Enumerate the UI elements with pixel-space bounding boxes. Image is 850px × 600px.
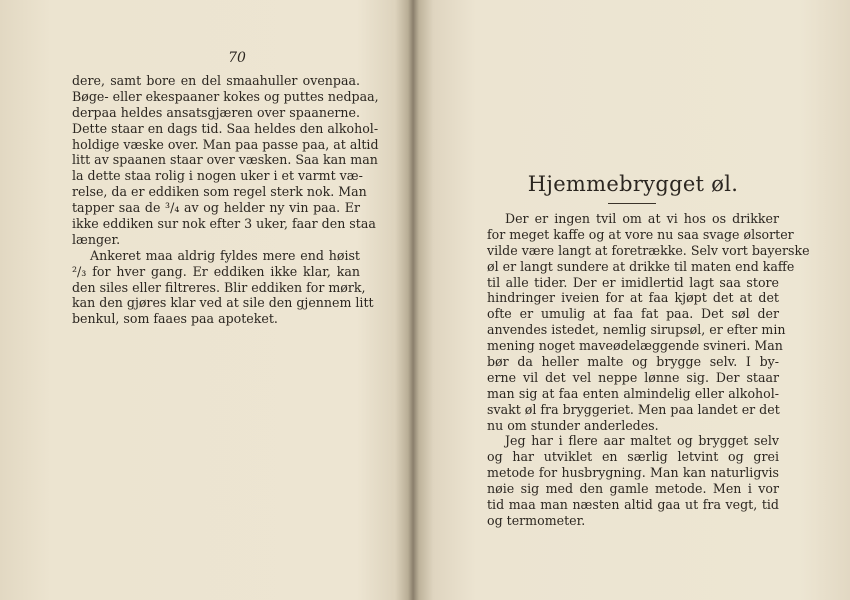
text-line: den siles eller filtreres. Blir eddiken for mørk, — [72, 279, 366, 295]
text-line: Dette staar en dags tid. Saa heldes den alkohol- — [72, 120, 379, 136]
text-line: svakt øl fra bryggeriet. Men paa landet er det — [487, 401, 780, 417]
text-line: vilde være langt at foretrække. Selv vort bayerske — [487, 242, 810, 258]
right-page-text — [487, 211, 810, 529]
text-line: dere, samt bore en del smaahuller ovenpaa. — [72, 73, 360, 88]
text-line: litt av spaanen staar over væsken. Saa kan man — [72, 152, 378, 168]
left-page-text — [72, 73, 379, 327]
text-line: relse, da er eddiken som regel sterk nok. Man — [72, 184, 367, 200]
text-line: benkul, som faaes paa apoteket. — [72, 311, 278, 327]
text-line: Bøge- eller ekespaaner kokes og puttes nedpaa, — [72, 88, 379, 104]
text-line: metode for husbrygning. Man kan naturligvis — [487, 465, 779, 481]
text-line: ²/₃ for hver gang. Er eddiken ikke klar, kan — [72, 263, 360, 279]
text-line: la dette staa rolig i nogen uker i et varmt væ- — [72, 168, 363, 184]
text-line: til alle tider. Der er imidlertid lagt saa store — [487, 274, 779, 290]
text-line: nu om stunder anderledes. — [487, 417, 659, 433]
text-line: øl er langt sundere at drikke til maten end kaffe — [487, 258, 795, 274]
chapter-title: Hjemmebrygget øl. — [527, 172, 739, 196]
text-line: og termometer. — [487, 512, 586, 528]
text-line: ikke eddiken sur nok efter 3 uker, faar den staa — [72, 216, 376, 232]
text-line: bør da heller malte og brygge selv. I by- — [487, 354, 779, 370]
text-line: holdige væske over. Man paa passe paa, at altid — [72, 136, 379, 152]
page-number: 70 — [228, 50, 246, 66]
text-line: og har utviklet en særlig letvint og grei — [487, 449, 779, 465]
text-line: tid maa man næsten altid gaa ut fra vegt, tid — [487, 497, 779, 513]
text-line: derpaa heldes ansatsgjæren over spaanerne. — [72, 104, 360, 120]
text-line: erne vil det vel neppe lønne sig. Der staar — [487, 369, 779, 385]
text-line: ofte er umulig at faa fat paa. Det søl der — [487, 306, 779, 322]
text-line: hindringer iveien for at faa kjøpt det at det — [487, 290, 779, 306]
text-line: nøie sig med den gamle metode. Men i vor — [487, 481, 779, 497]
title-divider — [608, 203, 656, 204]
text-line: kan den gjøres klar ved at sile den gjennem litt — [72, 295, 374, 311]
text-line: Ankeret maa aldrig fyldes mere end høist — [90, 247, 360, 263]
text-line: for meget kaffe og at vore nu saa svage ølsorter — [487, 226, 794, 242]
text-line: mening noget maveødelæggende svineri. Man — [487, 338, 783, 354]
text-line: man sig at faa enten almindelig eller alkohol- — [487, 385, 779, 401]
text-line: anvendes istedet, nemlig sirupsøl, er efter min — [487, 322, 786, 338]
text-line: tapper saa de ³/₄ av og helder ny vin paa. Er — [72, 200, 360, 216]
text-line: Jeg har i flere aar maltet og brygget selv — [505, 433, 779, 449]
text-line: Der er ingen tvil om at vi hos os drikker — [505, 211, 779, 226]
text-line: længer. — [72, 231, 121, 247]
